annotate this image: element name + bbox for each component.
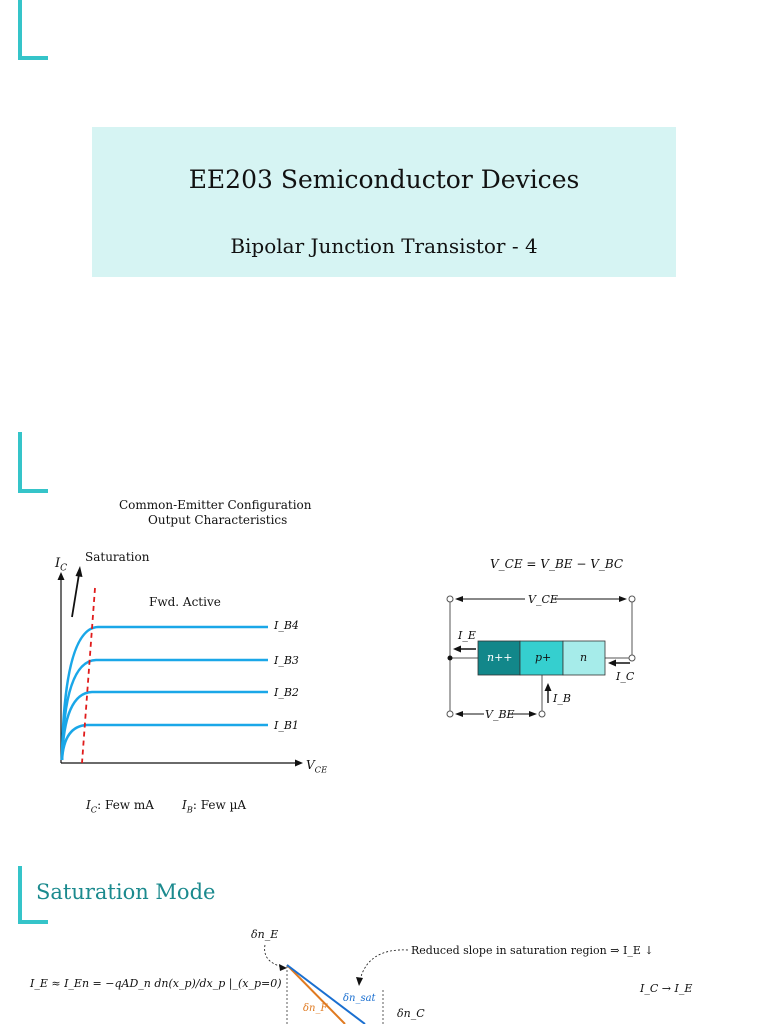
vbe-arrowhead-right [529,711,537,717]
reduced-slope-note: Reduced slope in saturation region ⇒ I_E ↓ [411,944,654,957]
ie-equation: I_E ≈ I_En = −qAD_n dn(x_p)/dx_p |_(x_p=0) [30,977,282,990]
ib-arrowhead [545,683,552,691]
dn-f-label: δn_F [303,1003,328,1014]
ic-axis-label: $I_C$ [55,556,68,574]
emitter-node [448,656,453,661]
slope-pointer-head [356,977,363,986]
curve-ib1 [62,725,268,760]
vce-equation: V_CE = V_BE − V_BC [490,557,624,571]
curve-label-ib2: I_B2 [274,686,299,699]
corner-bracket-1 [18,0,48,60]
curve-ib4 [62,627,268,760]
slide-subtitle: Bipolar Junction Transistor - 4 [230,234,538,258]
region-label-collector: n [580,651,588,664]
profile-forward [287,965,345,1024]
x-axis-arrow [295,760,303,767]
saturation-mode-title: Saturation Mode [36,880,216,904]
dn-c-label: δn_C [397,1007,425,1020]
title-box [92,127,676,277]
ic-to-ie: I_C → I_E [640,982,693,995]
corner-bracket-2 [18,432,48,493]
graph-title-line2: Output Characteristics [148,513,288,527]
output-characteristics-graph [0,540,360,780]
slide-title: EE203 Semiconductor Devices [188,165,580,194]
terminal-top-right [629,596,635,602]
ic-arrowhead [608,660,616,667]
curve-ib3 [62,660,268,760]
graph-title-line1: Common-Emitter Configuration [119,498,312,512]
circuit-ic-label: I_C [616,670,635,683]
saturation-arrow [72,574,79,617]
dne-pointer [265,945,283,967]
terminal-collector [629,655,635,661]
slope-pointer [360,950,408,980]
circuit-vce-label: V_CE [528,593,558,606]
saturation-label: Saturation [85,550,150,564]
circuit-ib-label: I_B [553,692,571,705]
curve-label-ib4: I_B4 [274,619,299,632]
fwd-active-label: Fwd. Active [149,595,221,609]
ie-arrowhead [453,646,461,653]
saturation-boundary [82,588,95,763]
curve-label-ib1: I_B1 [274,719,299,732]
dn-sat-label: δn_sat [343,993,376,1004]
terminal-bottom-left [447,711,453,717]
vce-arrowhead-left [455,596,463,602]
vbe-arrowhead-left [455,711,463,717]
region-label-base: p+ [535,651,552,664]
saturation-arrow-head [76,566,83,577]
region-label-emitter: n++ [487,651,513,664]
vce-arrowhead-right [619,596,627,602]
terminal-top-left [447,596,453,602]
dne-pointer-head [279,964,287,971]
circuit-ie-label: I_E [458,629,476,642]
ic-note: $I_C$: Few mA [86,798,154,815]
terminal-base [539,711,545,717]
circuit-vbe-label: V_BE [485,708,515,721]
vce-axis-label: $V_{CE}$ [306,758,328,775]
curve-label-ib3: I_B3 [274,654,299,667]
dn-e-label: δn_E [251,928,279,941]
ib-note: $I_B$: Few µA [182,798,247,815]
